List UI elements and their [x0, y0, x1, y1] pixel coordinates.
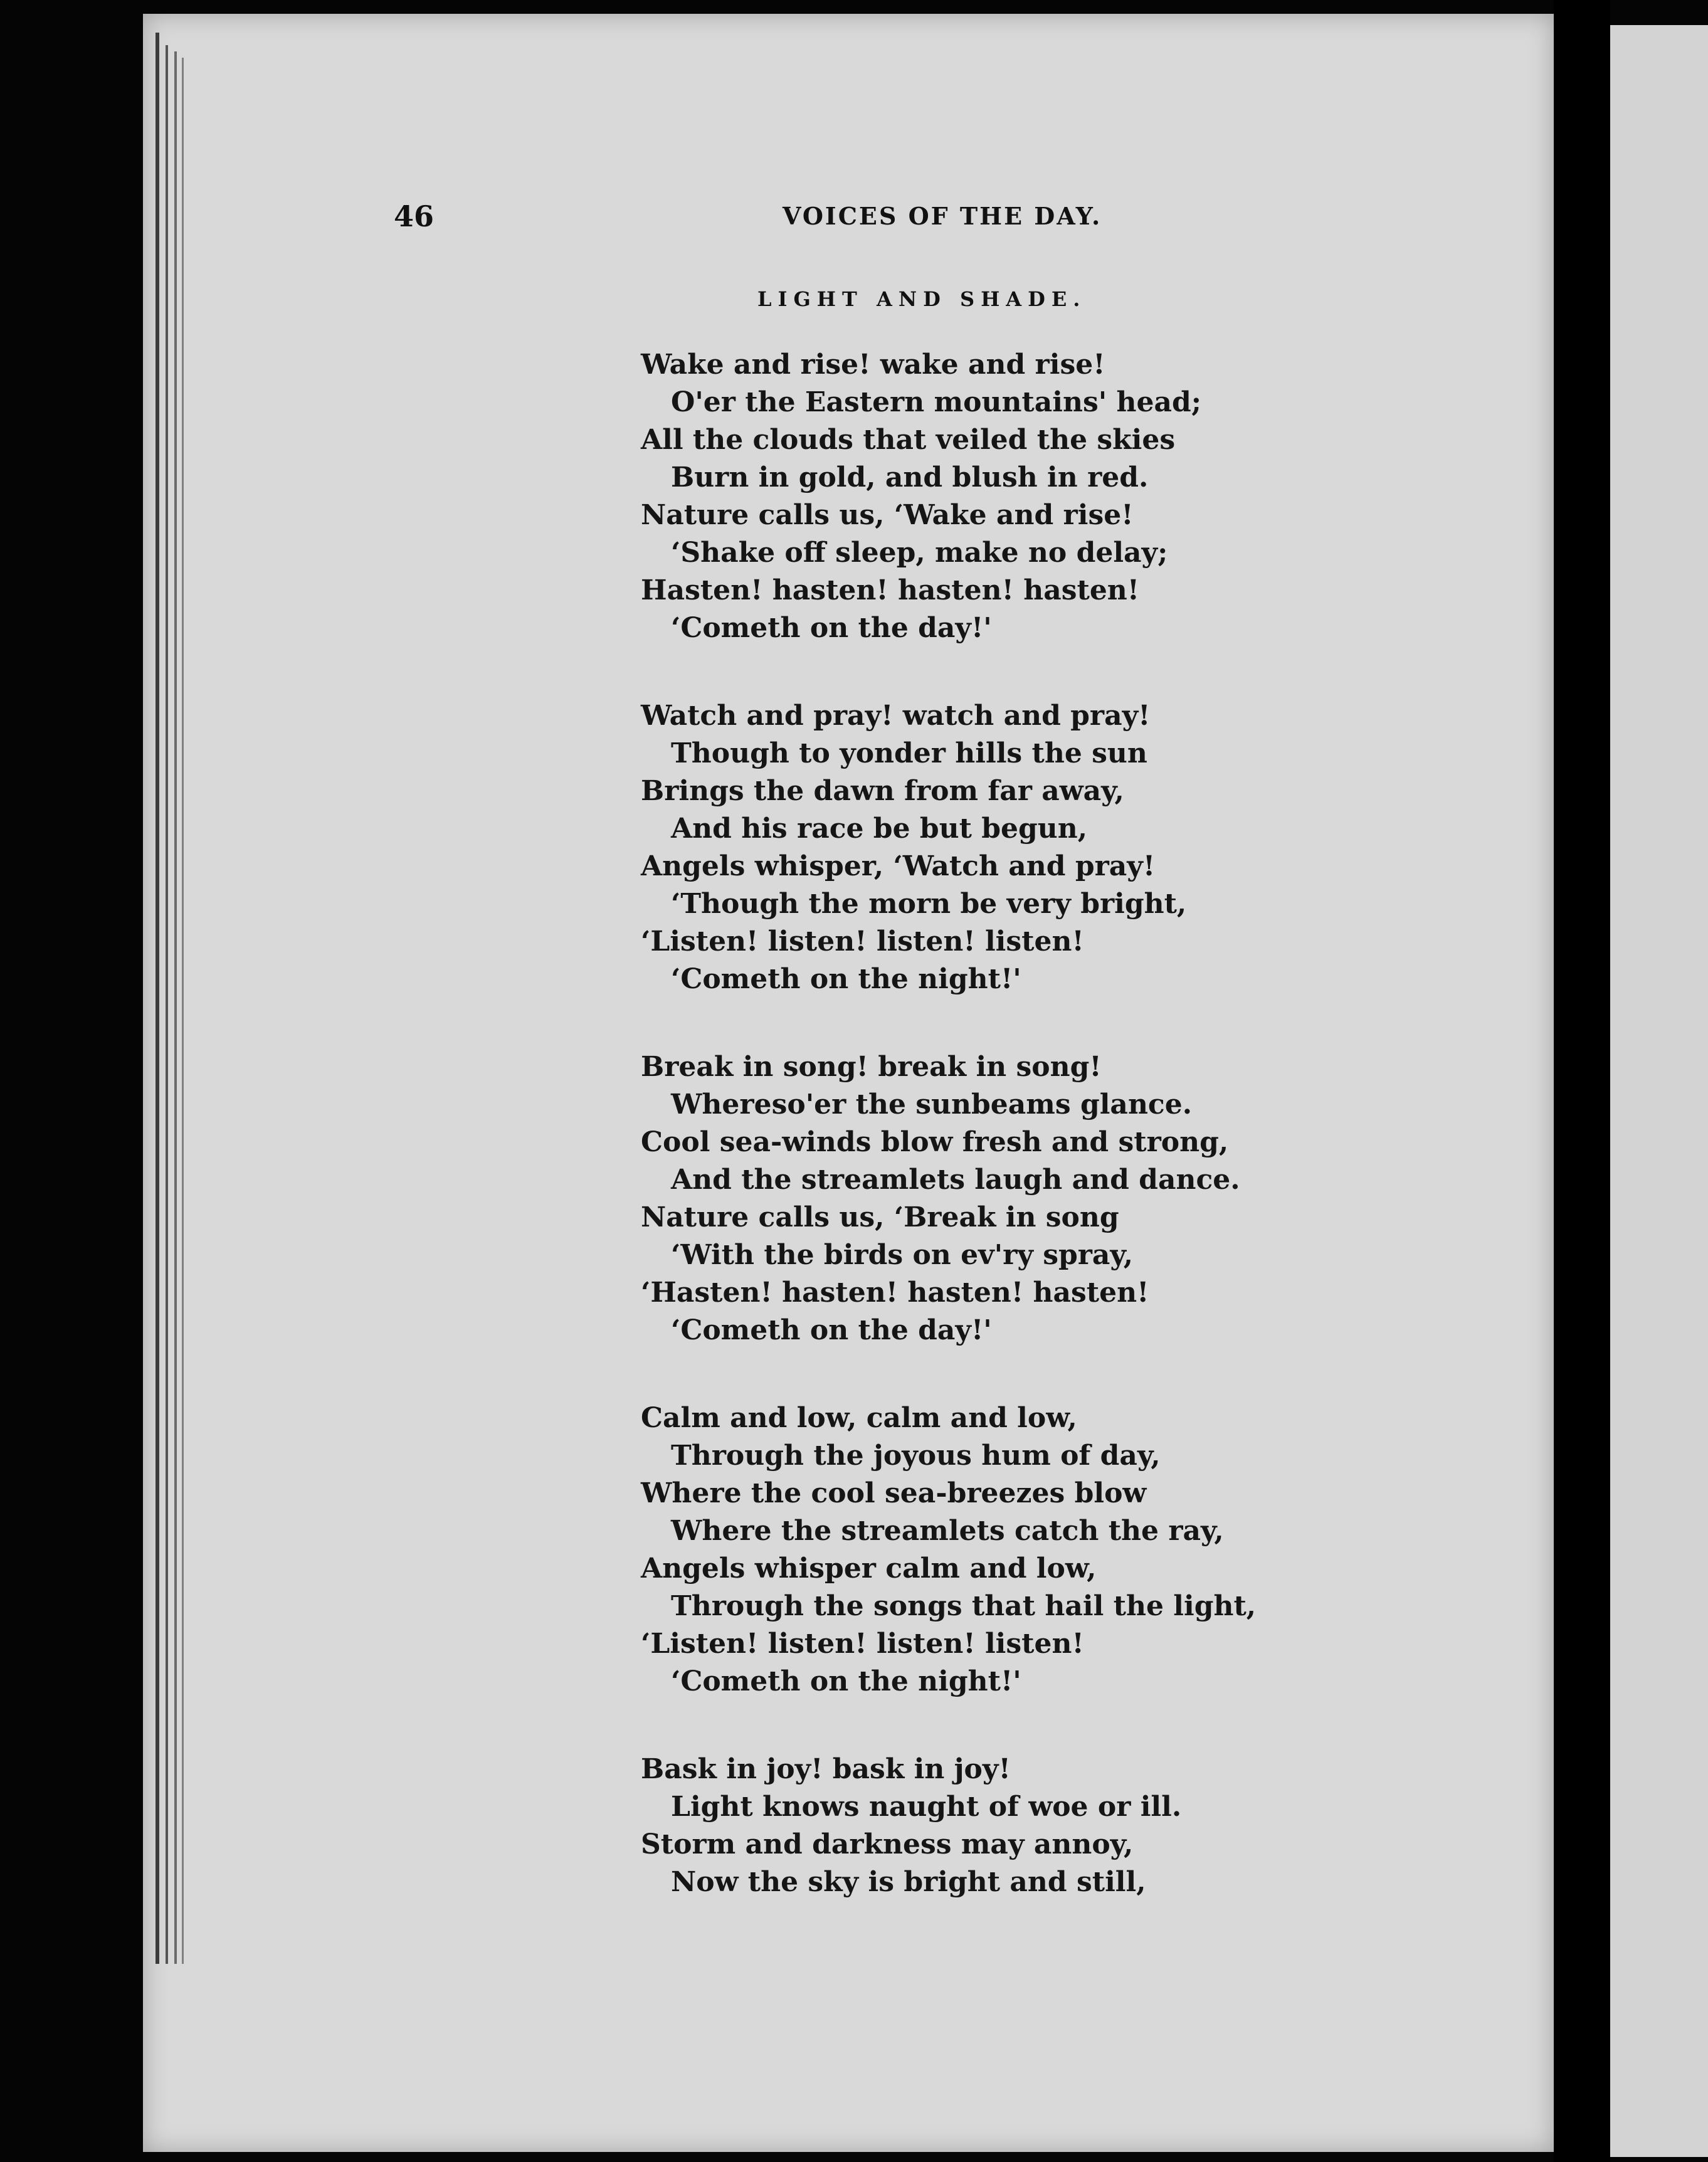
poem-line: Nature calls us, ‘Wake and rise!: [641, 499, 1134, 531]
poem-line: Bask in joy! bask in joy!: [641, 1753, 1011, 1785]
poem-line: Burn in gold, and blush in red.: [671, 461, 1149, 493]
poem-line: Brings the dawn from far away,: [641, 775, 1124, 807]
poem-line: Watch and pray! watch and pray!: [641, 700, 1151, 732]
poem-line: ‘Cometh on the night!': [671, 963, 1021, 995]
page-number: 46: [394, 199, 435, 233]
poem-line: Where the cool sea-breezes blow: [641, 1477, 1147, 1509]
poem-line: ‘With the birds on ev'ry spray,: [671, 1239, 1134, 1271]
next-page-edge: [1610, 25, 1708, 2157]
stanza: [641, 1048, 1362, 1349]
page-edge: [166, 45, 168, 1964]
poem-title: LIGHT AND SHADE.: [757, 287, 1087, 311]
poem-line: Hasten! hasten! hasten! hasten!: [641, 574, 1140, 606]
poem-line: Though to yonder hills the sun: [671, 737, 1147, 769]
page-edge: [156, 33, 159, 1964]
page-edge: [174, 51, 177, 1964]
poem-line: Angels whisper, ‘Watch and pray!: [641, 850, 1156, 882]
poem-line: ‘Listen! listen! listen! listen!: [641, 1628, 1084, 1660]
poem-line: Calm and low, calm and low,: [641, 1402, 1077, 1434]
poem-line: Light knows naught of woe or ill.: [671, 1791, 1182, 1823]
stanza: [641, 346, 1362, 647]
poem-line: ‘Listen! listen! listen! listen!: [641, 925, 1084, 957]
poem-line: O'er the Eastern mountains' head;: [671, 386, 1202, 418]
poem-line: ‘Hasten! hasten! hasten! hasten!: [641, 1277, 1149, 1309]
stanza: [641, 1751, 1362, 1901]
poem-line: Nature calls us, ‘Break in song: [641, 1201, 1119, 1233]
poem-line: Angels whisper calm and low,: [641, 1553, 1097, 1585]
poem-body: [641, 346, 1362, 1951]
stanza: [641, 697, 1362, 998]
poem-line: Wake and rise! wake and rise!: [641, 349, 1105, 381]
poem-line: Now the sky is bright and still,: [671, 1866, 1146, 1898]
poem-line: Through the songs that hail the light,: [671, 1590, 1257, 1622]
poem-line: ‘Cometh on the day!': [671, 1314, 992, 1346]
gutter: [1554, 0, 1610, 2162]
poem-line: And the streamlets laugh and dance.: [671, 1164, 1240, 1196]
stanza: [641, 1400, 1362, 1701]
poem-line: ‘Cometh on the day!': [671, 612, 992, 644]
poem-line: Where the streamlets catch the ray,: [671, 1515, 1224, 1547]
poem-line: Whereso'er the sunbeams glance.: [671, 1089, 1193, 1121]
poem-line: Storm and darkness may annoy,: [641, 1828, 1134, 1860]
poem-line: Cool sea-winds blow fresh and strong,: [641, 1126, 1229, 1158]
poem-line: Break in song! break in song!: [641, 1051, 1102, 1083]
page-edge: [182, 58, 184, 1964]
running-title: VOICES OF THE DAY.: [783, 202, 1102, 230]
poem-line: ‘Shake off sleep, make no delay;: [671, 537, 1168, 569]
poem-line: Through the joyous hum of day,: [671, 1440, 1161, 1472]
poem-line: ‘Cometh on the night!': [671, 1665, 1021, 1697]
poem-line: And his race be but begun,: [671, 813, 1088, 845]
poem-line: ‘Though the morn be very bright,: [671, 888, 1187, 920]
poem-line: All the clouds that veiled the skies: [641, 424, 1176, 456]
